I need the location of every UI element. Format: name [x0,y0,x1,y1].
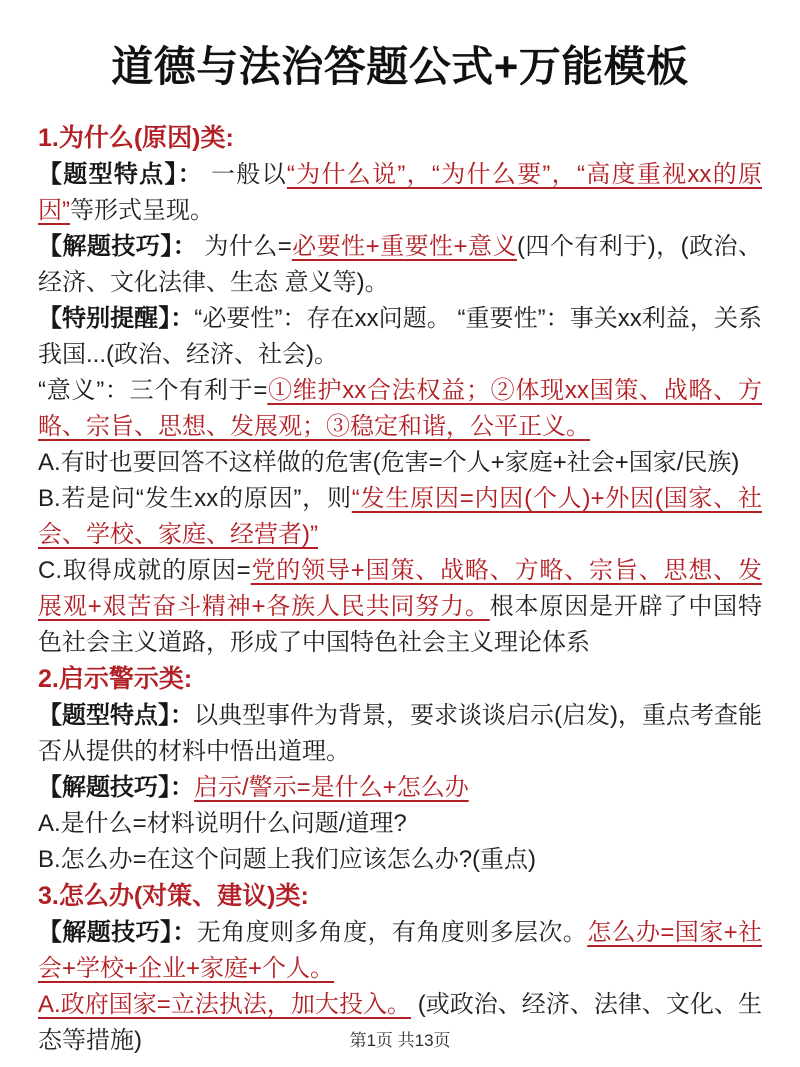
paragraph [38,553,762,661]
text-run: 【解题技巧】： [38,774,194,801]
paragraph [38,229,762,301]
section-heading [38,661,762,698]
text-run: 根本原因是开辟了中国特色社会主义道路，形成了中国特色社会主义理论体系 [38,593,762,656]
text-run: 一般以 [203,161,287,188]
paragraph [38,481,762,553]
paragraph [38,915,762,987]
document-body [0,120,800,1059]
text-run: A.有时也要回答不这样做的危害(危害=个人+家庭+社会+国家/民族) [38,449,740,476]
text-run: 2.启示警示类: [38,665,193,693]
section-heading [38,878,762,915]
paragraph [38,806,762,842]
text-run: “必要性”：存在xx问题。 “重要性”：事关xx利益，关系我国...(政治、经济、社会)。 [38,305,763,368]
text-run: 以典型事件为背景，要求谈谈启示(启发)，重点考查能否从提供的材料中悟出道理。 [38,702,763,765]
text-run: 1.为什么(原因)类: [38,124,234,152]
text-run: 【解题技巧】： [38,233,198,260]
text-run: 启示/警示=是什么+怎么办 [194,774,469,801]
text-run: “意义”：三个有利于= [38,377,268,404]
text-run: 等形式呈现。 [70,197,214,224]
text-run: ①维护xx合法权益；②体现xx国策、战略、方略、宗旨、思想、发展观；③稳定和谐，公平正义。 [38,377,763,440]
text-run: “为什么说”，“为什么要”，“高度重视xx的原因” [38,161,762,224]
section-heading [38,120,762,157]
text-run: 怎么办=国家+社会+学校+企业+家庭+个人。 [38,919,763,982]
text-run: 党的领导+国策、战略、方略、宗旨、思想、发展观+艰苦奋斗精神+各族人民共同努力。 [38,557,763,620]
paragraph [38,698,762,770]
text-run: (或政治、经济、法律、文化、生态等措施) [38,991,762,1054]
text-run: 【解题技巧】： [38,919,197,946]
paragraph [38,301,762,373]
text-run: B.若是问“发生xx的原因”，则 [38,485,352,512]
text-run: “发生原因=内因(个人)+外因(国家、社会、学校、家庭、经营者)” [38,485,762,548]
text-run: 【题型特点】： [38,702,195,729]
text-run: (四个有利于)，(政治、经济、文化法律、生态 意义等)。 [38,233,763,296]
text-run: 3.怎么办(对策、建议)类: [38,882,309,910]
paragraph [38,770,762,806]
paragraph [38,157,762,229]
text-run: A.是什么=材料说明什么问题/道理? [38,810,407,837]
text-run: 为什么= [197,233,292,260]
paragraph [38,445,762,481]
text-run: C.取得成就的原因= [38,557,251,584]
text-run: 【特别提醒】： [38,305,195,332]
text-run: 无角度则多角度，有角度则多层次。 [196,919,588,946]
paragraph [38,373,762,445]
page-number-footer: 第1页 共13页 [349,1031,451,1050]
text-run: A.政府国家=立法执法，加大投入。 [38,991,412,1018]
text-run: B.怎么办=在这个问题上我们应该怎么办?(重点) [38,846,537,873]
paragraph [38,842,762,878]
text-run: 必要性+重要性+意义 [291,233,517,260]
page-title: 道德与法治答题公式+万能模板 [111,43,689,90]
text-run: 【题型特点】： [38,161,204,188]
